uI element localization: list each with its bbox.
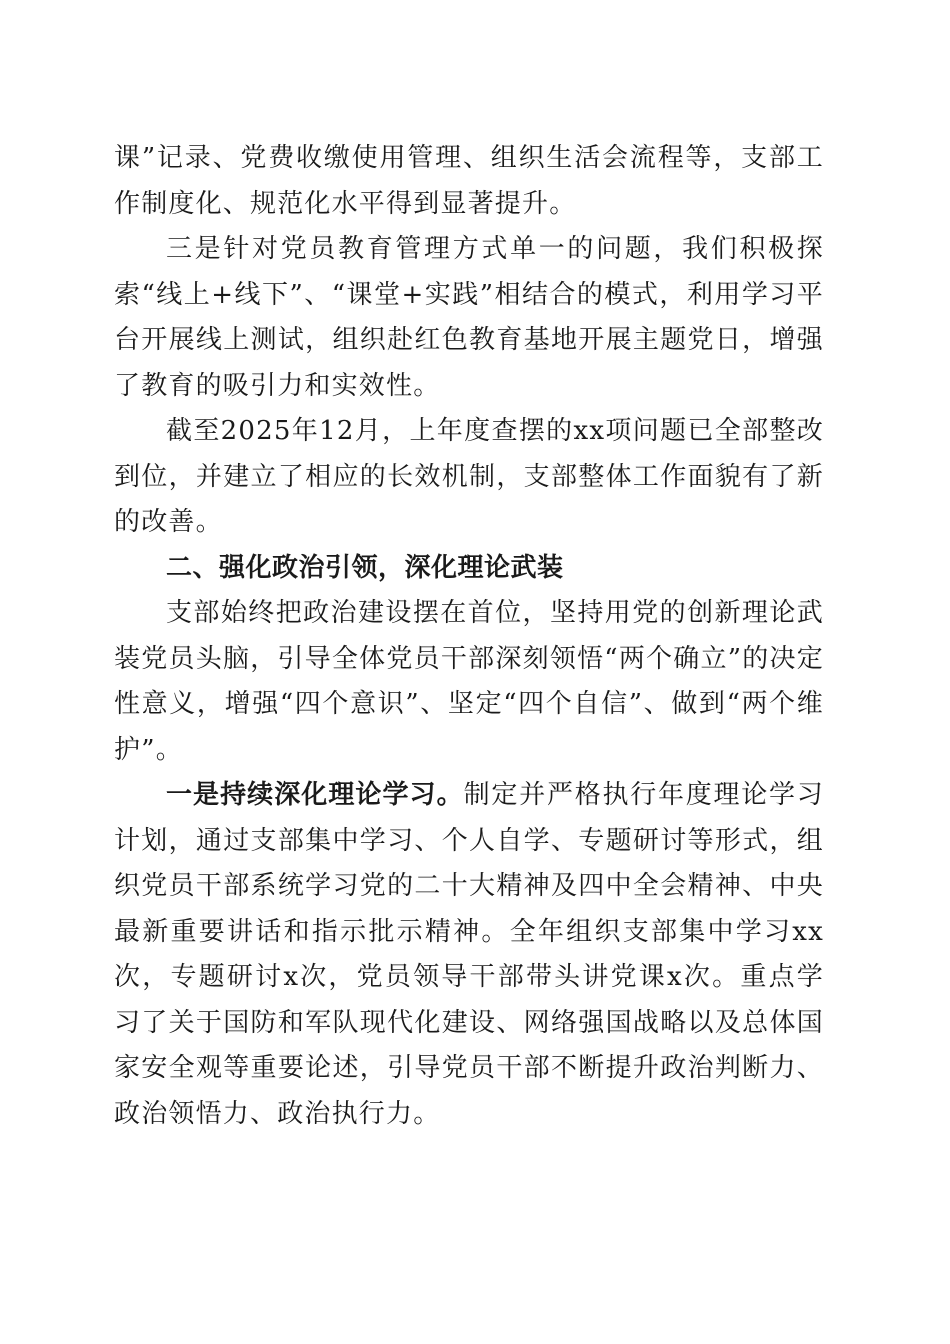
document-body — [114, 136, 824, 1137]
paragraph-summary: 截至2025年12月，上年度查摆的xx项问题已全部整改到位，并建立了相应的长效机制，支部整体工作面貌有了新的改善。 — [114, 416, 824, 537]
first-point-body: 制定并严格执行年度理论学习计划，通过支部集中学习、个人自学、专题研讨等形式，组织党员干部系统学习党的二十大精神及四中全会精神、中央最新重要讲话和指示批示精神。全年组织支部集中学习xx次，专题研讨x次，党员领导干部带头讲党课x次。重点学习了关于国防和军队现代化建设、网络强国战略以及总体国家安全观等重要论述，引导党员干部不断提升政治判断力、政治领悟力、政治执行力。 — [114, 780, 824, 1129]
first-point-lead: 一是持续深化理论学习。 — [166, 780, 464, 810]
paragraph-first-point — [114, 773, 824, 1137]
paragraph-continued: 课”记录、党费收缴使用管理、组织生活会流程等，支部工作制度化、规范化水平得到显著提升。 — [114, 143, 824, 219]
paragraph-third-point: 三是针对党员教育管理方式单一的问题，我们积极探索“线上+线下”、“课堂+实践”相结合的模式，利用学习平台开展线上测试，组织赴红色教育基地开展主题党日，增强了教育的吸引力和实效性。 — [114, 234, 824, 401]
paragraph-section-intro: 支部始终把政治建设摆在首位，坚持用党的创新理论武装党员头脑，引导全体党员干部深刻领悟“两个确立”的决定性意义，增强“四个意识”、坚定“四个自信”、做到“两个维护”。 — [114, 598, 824, 765]
section-heading: 二、强化政治引领，深化理论武装 — [166, 552, 564, 583]
